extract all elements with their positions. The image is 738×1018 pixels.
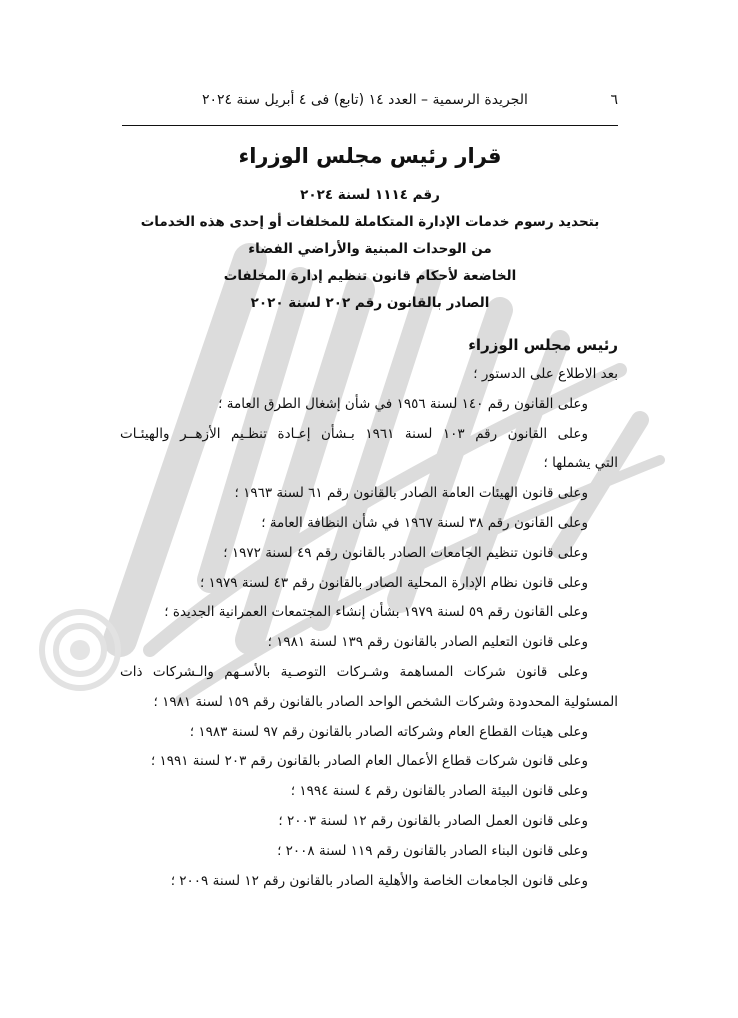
decree-subject-line: الصادر بالقانون رقم ٢٠٢ لسنة ٢٠٢٠ [250,295,490,311]
decree-title: قرار رئيس مجلس الوزراء [238,144,502,168]
preamble-clause: وعلى قانون العمل الصادر بالقانون رقم ١٢ لسنة ٢٠٠٣ ؛ [278,812,588,829]
gazette-issue-line: الجريدة الرسمية – العدد ١٤ (تابع) فى ٤ أبريل سنة ٢٠٢٤ [202,92,528,108]
preamble-clause: وعلى قانون شركات قطاع الأعمال العام الصادر بالقانون رقم ٢٠٣ لسنة ١٩٩١ ؛ [150,753,588,770]
preamble-clause: وعلى قانون الجامعات الخاصة والأهلية الصادر بالقانون رقم ١٢ لسنة ٢٠٠٩ ؛ [170,872,588,889]
header-divider [122,125,618,126]
preamble-clause: وعلى القانون رقم ٣٨ لسنة ١٩٦٧ في شأن النظافة العامة ؛ [261,514,588,531]
decree-title-block [120,142,620,317]
preamble-clause: وعلى هيئات القطاع العام وشركاته الصادر بالقانون رقم ٩٧ لسنة ١٩٨٣ ؛ [189,723,588,740]
page-number: ٦ [610,92,618,108]
preamble-clause: وعلى القانون رقم ٥٩ لسنة ١٩٧٩ بشأن إنشاء المجتمعات العمرانية الجديدة ؛ [164,604,588,621]
decree-subject-line: الخاضعة لأحكام قانون تنظيم إدارة المخلفات [223,268,517,284]
decree-subject-line: بتحديد رسوم خدمات الإدارة المتكاملة للمخلفات أو إحدى هذه الخدمات [140,214,600,230]
preamble-clause-continuation: المسئولية المحدودة وشركات الشخص الواحد الصادر بالقانون رقم ١٥٩ لسنة ١٩٨١ ؛ [153,693,618,710]
decree-subject-line: من الوحدات المبنية والأراضي الفضاء [248,241,492,257]
preamble [120,330,620,896]
preamble-clause: وعلى القانون رقم ١٤٠ لسنة ١٩٥٦ في شأن إشغال الطرق العامة ؛ [218,395,588,412]
preamble-clause: وعلى قانون نظام الإدارة المحلية الصادر بالقانون رقم ٤٣ لسنة ١٩٧٩ ؛ [199,574,588,591]
preamble-clause-continuation: التي يشملها ؛ [543,455,618,472]
preamble-clause: وعلى قانون البيئة الصادر بالقانون رقم ٤ لسنة ١٩٩٤ ؛ [290,783,588,800]
preamble-clause: وعلى قانون البناء الصادر بالقانون رقم ١١٩ لسنة ٢٠٠٨ ؛ [277,842,588,859]
preamble-clause: وعلى قانون التعليم الصادر بالقانون رقم ١٣٩ لسنة ١٩٨١ ؛ [267,634,588,651]
gazette-header [120,92,620,116]
preamble-clause: بعد الاطلاع على الدستور ؛ [473,366,618,382]
decree-number: رقم ١١١٤ لسنة ٢٠٢٤ [300,187,440,203]
preamble-clause: وعلى قانون تنظيم الجامعات الصادر بالقانون رقم ٤٩ لسنة ١٩٧٢ ؛ [223,544,588,561]
preamble-clause: وعلى قانون الهيئات العامة الصادر بالقانون رقم ٦١ لسنة ١٩٦٣ ؛ [234,485,588,502]
preamble-heading: رئيس مجلس الوزراء [468,336,618,354]
preamble-clause: وعلى القانون رقم ١٠٣ لسنة ١٩٦١ بـشأن إعـادة تنظـيم الأزهــر والهيئـات [120,425,588,442]
preamble-clause: وعلى قانون شركات المساهمة وشـركات التوصـية بالأسـهم والـشركات ذات [120,663,588,680]
